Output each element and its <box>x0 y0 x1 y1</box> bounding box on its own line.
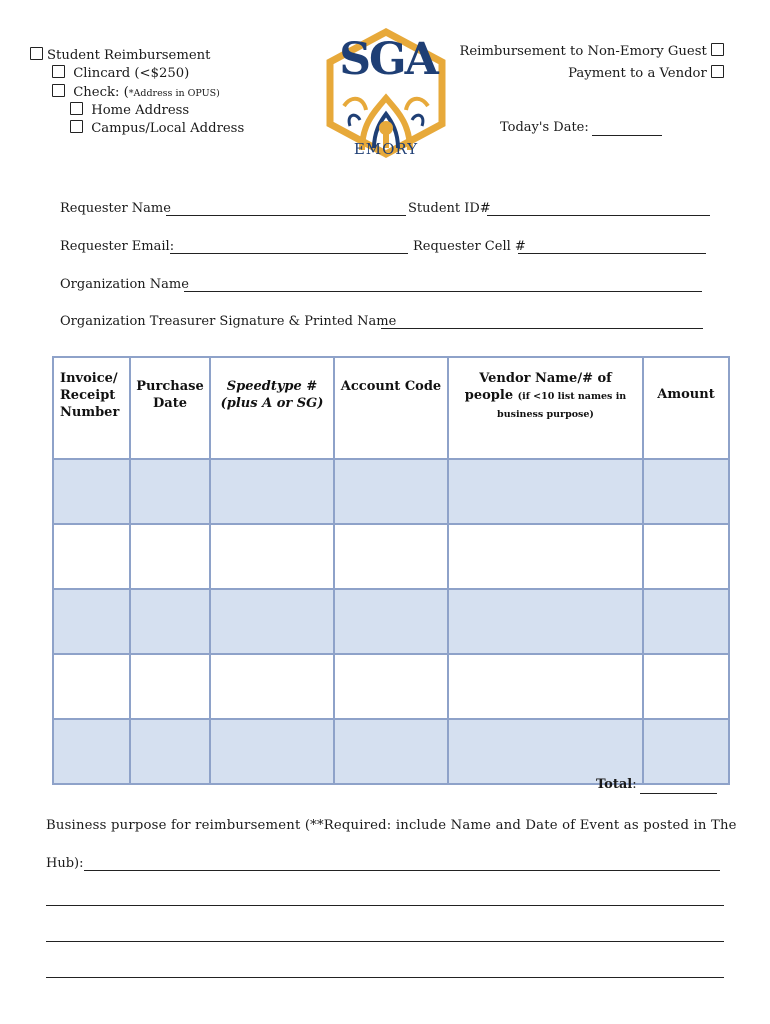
header-vendor-main: Vendor Name/# of people <box>464 371 612 403</box>
header-purchase-date: Purchase Date <box>130 357 210 459</box>
organization-name-label: Organization Name <box>60 277 189 292</box>
sga-logo-emory: EMORY <box>353 140 419 158</box>
business-purpose-line-3[interactable] <box>46 941 724 942</box>
todays-date-label: Today's Date: <box>500 120 589 135</box>
cell-speedtype[interactable] <box>210 654 334 719</box>
sga-emory-logo <box>322 28 450 162</box>
requester-cell-line[interactable] <box>518 253 706 254</box>
non-emory-guest-option[interactable] <box>459 43 728 61</box>
cell-invoice[interactable] <box>53 459 130 524</box>
requester-email-label: Requester Email: <box>60 239 175 254</box>
campus-address-label: Campus/Local Address <box>91 121 245 136</box>
treasurer-signature-line[interactable] <box>381 328 703 329</box>
student-reimbursement-label: Student Reimbursement <box>47 48 211 63</box>
cell-amount[interactable] <box>643 459 729 524</box>
cell-speedtype[interactable] <box>210 459 334 524</box>
table-row <box>53 589 729 654</box>
cell-account-code[interactable] <box>334 589 448 654</box>
business-purpose-line-4[interactable] <box>46 977 724 978</box>
organization-name-line[interactable] <box>184 291 702 292</box>
cell-purchase-date[interactable] <box>130 524 210 589</box>
non-emory-guest-checkbox[interactable] <box>711 43 724 56</box>
business-purpose-line-2[interactable] <box>46 905 724 906</box>
vendor-checkbox[interactable] <box>711 65 724 78</box>
non-emory-guest-label: Reimbursement to Non-Emory Guest <box>459 44 707 59</box>
cell-vendor[interactable] <box>448 524 643 589</box>
campus-address-option[interactable] <box>70 120 244 138</box>
student-id-label: Student ID# <box>408 201 491 216</box>
campus-address-checkbox[interactable] <box>70 120 83 133</box>
cell-invoice[interactable] <box>53 654 130 719</box>
header-speedtype: Speedtype # (plus A or SG) <box>210 357 334 459</box>
table-row <box>53 524 729 589</box>
cell-invoice[interactable] <box>53 524 130 589</box>
cell-vendor[interactable] <box>448 654 643 719</box>
cell-amount[interactable] <box>643 654 729 719</box>
requester-cell-label: Requester Cell # <box>413 239 526 254</box>
table-row <box>53 654 729 719</box>
check-note: *Address in OPUS) <box>128 88 220 99</box>
cell-purchase-date[interactable] <box>130 654 210 719</box>
clincard-option[interactable] <box>52 65 189 83</box>
expense-table <box>52 356 730 785</box>
cell-invoice[interactable] <box>53 719 130 784</box>
treasurer-signature-label: Organization Treasurer Signature & Printed Name <box>60 314 397 329</box>
clincard-checkbox[interactable] <box>52 65 65 78</box>
header-amount: Amount <box>643 357 729 459</box>
header-vendor-note: (if <10 list names in business purpose) <box>497 391 627 420</box>
cell-amount[interactable] <box>643 589 729 654</box>
header-invoice: Invoice/ Receipt Number <box>53 357 130 459</box>
header-account-code: Account Code <box>334 357 448 459</box>
requester-email-line[interactable] <box>170 253 408 254</box>
home-address-checkbox[interactable] <box>70 102 83 115</box>
business-purpose-line-1[interactable] <box>84 870 720 871</box>
cell-amount[interactable] <box>643 719 729 784</box>
cell-account-code[interactable] <box>334 524 448 589</box>
cell-speedtype[interactable] <box>210 719 334 784</box>
total-line[interactable] <box>640 793 717 794</box>
cell-account-code[interactable] <box>334 719 448 784</box>
cell-purchase-date[interactable] <box>130 459 210 524</box>
todays-date-line[interactable] <box>592 135 662 136</box>
cell-account-code[interactable] <box>334 459 448 524</box>
cell-vendor[interactable] <box>448 459 643 524</box>
cell-invoice[interactable] <box>53 589 130 654</box>
cell-account-code[interactable] <box>334 654 448 719</box>
business-purpose-text: Business purpose for reimbursement (**Required: include Name and Date of Event as posted in The <box>46 818 737 833</box>
check-option[interactable] <box>52 84 220 103</box>
cell-vendor[interactable] <box>448 589 643 654</box>
cell-vendor[interactable] <box>448 719 643 784</box>
total-field: Total: <box>596 777 637 792</box>
table-row <box>53 459 729 524</box>
vendor-option[interactable] <box>568 65 728 83</box>
total-label: Total <box>596 777 633 792</box>
table-header-row <box>53 357 729 459</box>
check-label: Check: ( <box>73 85 129 100</box>
requester-name-label: Requester Name <box>60 201 171 216</box>
hub-label: Hub): <box>46 856 84 871</box>
clincard-label: Clincard (<$250) <box>73 66 190 81</box>
cell-speedtype[interactable] <box>210 589 334 654</box>
home-address-label: Home Address <box>91 103 190 118</box>
cell-purchase-date[interactable] <box>130 719 210 784</box>
student-reimbursement-option[interactable] <box>30 47 210 65</box>
student-id-line[interactable] <box>487 215 710 216</box>
home-address-option[interactable] <box>70 102 189 120</box>
cell-purchase-date[interactable] <box>130 589 210 654</box>
header-vendor <box>448 357 643 459</box>
requester-name-line[interactable] <box>166 215 406 216</box>
student-reimbursement-checkbox[interactable] <box>30 47 43 60</box>
cell-amount[interactable] <box>643 524 729 589</box>
check-checkbox[interactable] <box>52 84 65 97</box>
table-row <box>53 719 729 784</box>
cell-speedtype[interactable] <box>210 524 334 589</box>
sga-logo-letters: SGA <box>339 34 437 85</box>
vendor-label: Payment to a Vendor <box>568 66 707 81</box>
